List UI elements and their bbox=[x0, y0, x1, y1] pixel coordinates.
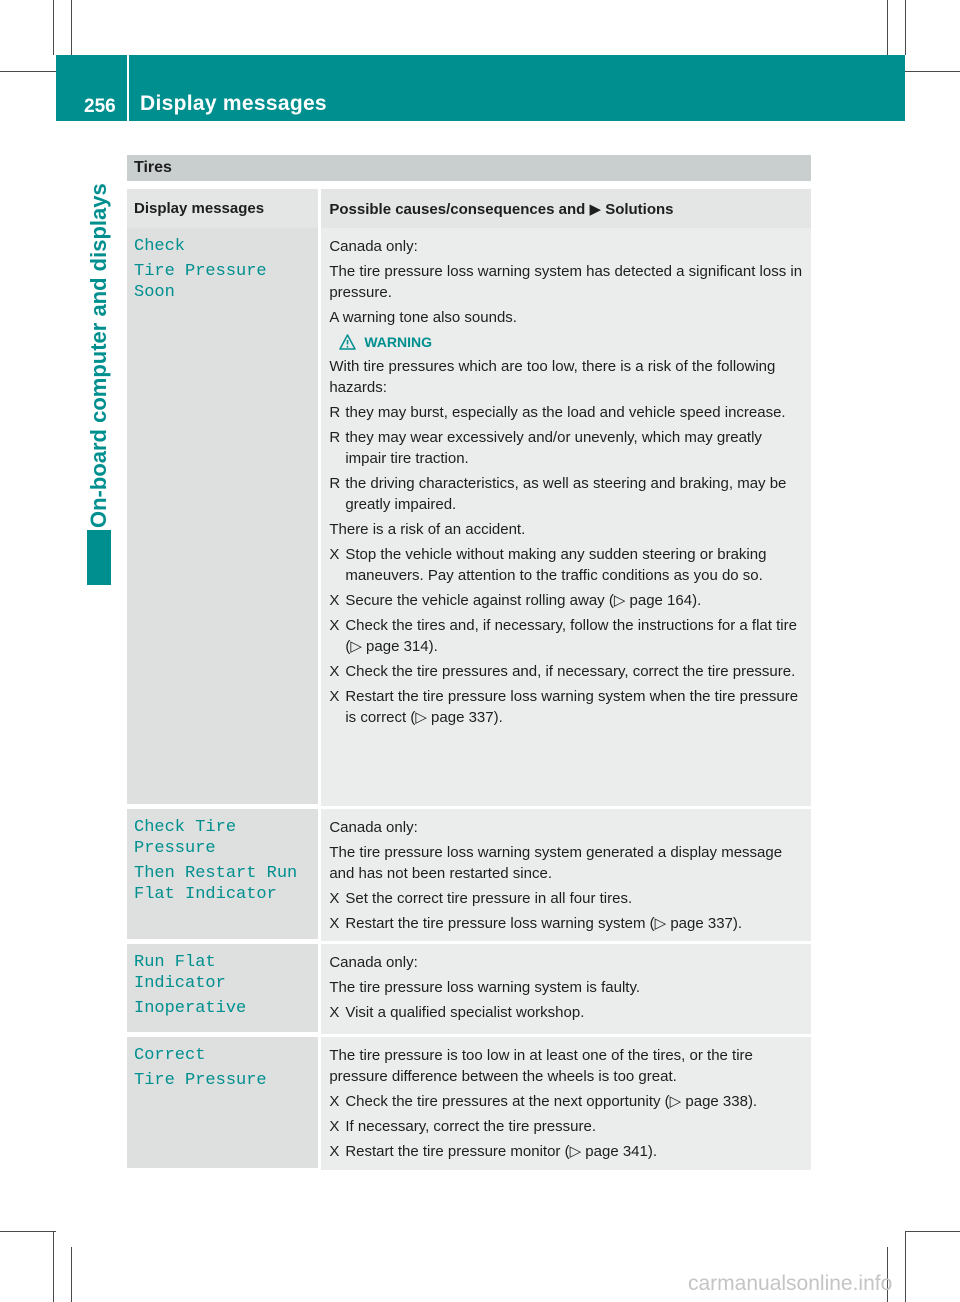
item-text: Check the tire pressures and, if necessary, correct the tire pressure. bbox=[345, 663, 796, 680]
bullet-item bbox=[329, 473, 804, 515]
step-marker-icon: X bbox=[329, 592, 340, 609]
item-text: If necessary, correct the tire pressure. bbox=[345, 1118, 596, 1135]
causes-cell bbox=[321, 228, 811, 806]
item-text: Restart the tire pressure loss warning system when the tire pressure is correct (▷ page 337). bbox=[345, 688, 799, 726]
warning-triangle-icon bbox=[339, 334, 356, 350]
section-bar bbox=[127, 155, 811, 181]
display-message-cell bbox=[127, 1037, 321, 1168]
crop-mark bbox=[905, 0, 906, 55]
display-message-text: Flat Indicator bbox=[134, 885, 277, 904]
display-message-text: Check Tire Pressure bbox=[134, 818, 237, 858]
paragraph: A warning tone also sounds. bbox=[329, 309, 517, 326]
bullet-marker-icon: R bbox=[329, 404, 341, 421]
crop-mark bbox=[71, 1247, 72, 1302]
item-text: Restart the tire pressure loss warning system (▷ page 337). bbox=[345, 915, 743, 932]
step-marker-icon: X bbox=[329, 1004, 340, 1021]
paragraph: The tire pressure is too low in at least one of the tires, or the tire pressure difference between the wheels is too great. bbox=[329, 1047, 753, 1085]
table-row bbox=[127, 806, 811, 941]
table-header-row bbox=[127, 189, 811, 228]
crop-mark bbox=[53, 1231, 54, 1302]
bullet-marker-icon: R bbox=[329, 475, 341, 492]
paragraph: The tire pressure loss warning system has detected a significant loss in pressure. bbox=[329, 263, 803, 301]
step-marker-icon: X bbox=[329, 1143, 340, 1160]
item-text: Visit a qualified specialist workshop. bbox=[345, 1004, 585, 1021]
page-number: 256 bbox=[84, 96, 116, 117]
column-header-display: Display messages bbox=[127, 189, 321, 228]
step-marker-icon: X bbox=[329, 663, 340, 680]
step-item bbox=[329, 1141, 804, 1162]
step-item bbox=[329, 590, 804, 611]
crop-mark bbox=[71, 0, 72, 55]
step-marker-icon: X bbox=[329, 915, 340, 932]
step-marker-icon: X bbox=[329, 688, 340, 705]
step-marker-icon: X bbox=[329, 617, 340, 634]
crop-mark bbox=[905, 1231, 906, 1302]
step-item bbox=[329, 913, 804, 934]
warning-label: WARNING bbox=[364, 334, 433, 350]
item-text: Set the correct tire pressure in all four tires. bbox=[345, 890, 633, 907]
paragraph: Canada only: bbox=[329, 238, 418, 255]
step-marker-icon: X bbox=[329, 1093, 340, 1110]
display-message-text: Run Flat Indicator bbox=[134, 953, 226, 993]
crop-mark bbox=[905, 71, 960, 72]
display-message-cell bbox=[127, 809, 321, 939]
crop-mark bbox=[0, 71, 56, 72]
item-text: Stop the vehicle without making any sudden steering or braking maneuvers. Pay attention to the traffic conditions as you do so. bbox=[345, 546, 767, 584]
paragraph: Canada only: bbox=[329, 954, 418, 971]
display-message-text: Inoperative bbox=[134, 999, 247, 1018]
crop-mark bbox=[0, 1231, 56, 1232]
crop-mark bbox=[53, 0, 54, 55]
step-item bbox=[329, 615, 804, 657]
arrow-icon: ▶ bbox=[589, 201, 602, 218]
item-text: the driving characteristics, as well as steering and braking, may be greatly impaired. bbox=[345, 475, 787, 513]
causes-cell bbox=[321, 809, 811, 941]
side-tab-label: On-board computer and displays bbox=[86, 183, 111, 528]
paragraph: The tire pressure loss warning system is faulty. bbox=[329, 979, 641, 996]
causes-cell bbox=[321, 1037, 811, 1170]
crop-mark bbox=[905, 1231, 960, 1232]
step-item bbox=[329, 1091, 804, 1112]
table-row bbox=[127, 1034, 811, 1170]
item-text: Secure the vehicle against rolling away (▷ page 164). bbox=[345, 592, 702, 609]
header-divider bbox=[127, 55, 129, 121]
bullet-item bbox=[329, 427, 804, 469]
warning-heading bbox=[339, 334, 804, 350]
display-message-text: Check bbox=[134, 237, 186, 256]
item-text: Check the tires and, if necessary, follow the instructions for a flat tire (▷ page 314). bbox=[345, 617, 797, 655]
display-message-text: Tire Pressure Soon bbox=[134, 262, 267, 302]
crop-mark bbox=[887, 0, 888, 55]
display-message-text: Correct bbox=[134, 1046, 206, 1065]
step-item bbox=[329, 544, 804, 586]
display-messages-table bbox=[127, 189, 811, 1170]
step-marker-icon: X bbox=[329, 546, 340, 563]
item-text: they may wear excessively and/or unevenly, which may greatly impair tire traction. bbox=[345, 429, 762, 467]
paragraph: Canada only: bbox=[329, 819, 418, 836]
step-item bbox=[329, 1002, 804, 1023]
causes-cell bbox=[321, 944, 811, 1034]
item-text: Restart the tire pressure monitor (▷ page 341). bbox=[345, 1143, 658, 1160]
side-tab-marker bbox=[87, 530, 111, 585]
step-item bbox=[329, 661, 804, 682]
step-marker-icon: X bbox=[329, 1118, 340, 1135]
display-message-cell bbox=[127, 228, 321, 804]
step-marker-icon: X bbox=[329, 890, 340, 907]
paragraph: With tire pressures which are too low, there is a risk of the following hazards: bbox=[329, 358, 776, 396]
item-text: they may burst, especially as the load and vehicle speed increase. bbox=[345, 404, 786, 421]
step-item bbox=[329, 686, 804, 728]
step-item bbox=[329, 1116, 804, 1137]
column-header-causes bbox=[321, 189, 811, 228]
step-item bbox=[329, 888, 804, 909]
column-header-causes-suffix: Solutions bbox=[605, 201, 674, 218]
page-title: Display messages bbox=[140, 92, 327, 115]
bullet-item bbox=[329, 402, 804, 423]
table-row bbox=[127, 941, 811, 1034]
display-message-text: Tire Pressure bbox=[134, 1071, 267, 1090]
table-row bbox=[127, 228, 811, 806]
column-header-causes-prefix: Possible causes/consequences and bbox=[329, 201, 586, 218]
watermark: carmanualsonline.info bbox=[688, 1272, 893, 1295]
display-message-text: Then Restart Run bbox=[134, 864, 298, 883]
item-text: Check the tire pressures at the next opportunity (▷ page 338). bbox=[345, 1093, 758, 1110]
display-message-cell bbox=[127, 944, 321, 1032]
paragraph: The tire pressure loss warning system generated a display message and has not been restarted since. bbox=[329, 844, 783, 882]
section-title: Tires bbox=[134, 159, 172, 176]
bullet-marker-icon: R bbox=[329, 429, 341, 446]
paragraph: There is a risk of an accident. bbox=[329, 521, 526, 538]
